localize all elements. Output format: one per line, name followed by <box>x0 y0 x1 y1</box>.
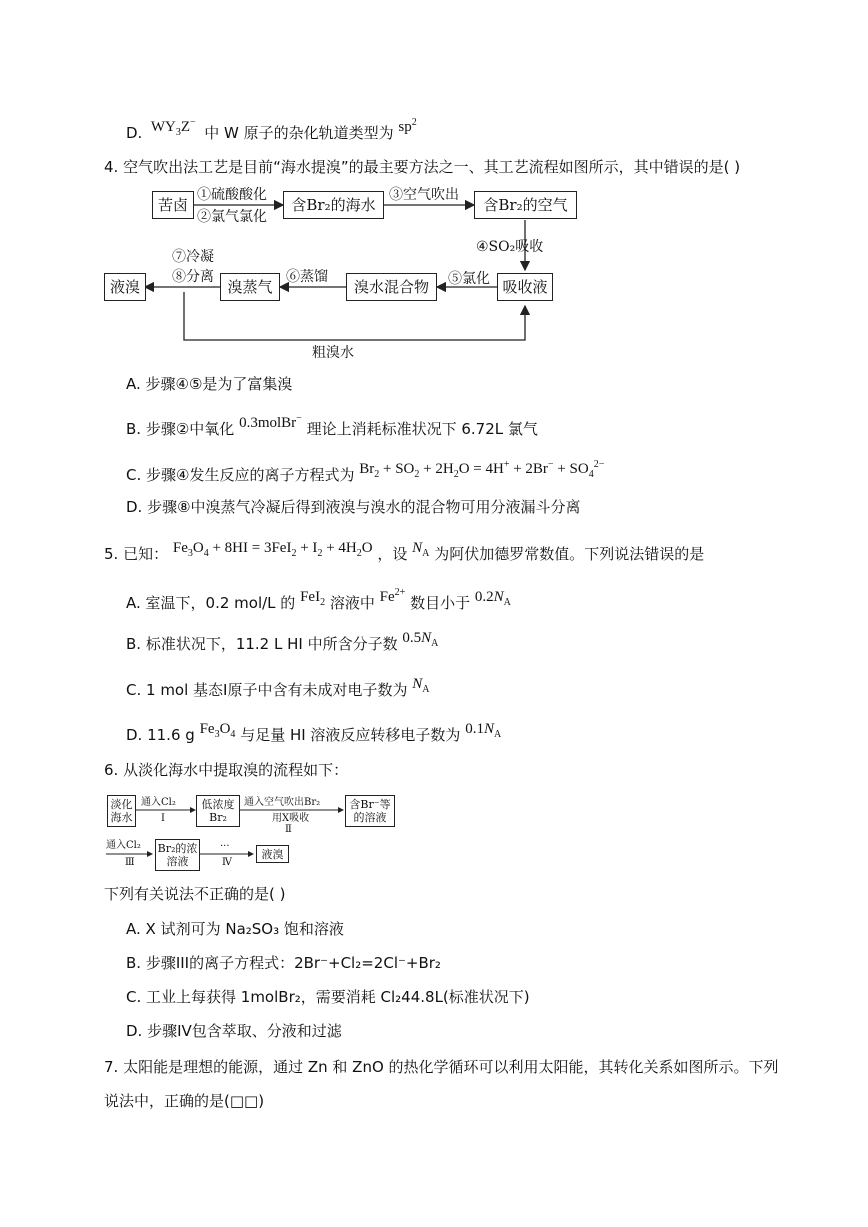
q4-option-a: A. 步骤④⑤是为了富集溴 <box>126 375 293 393</box>
q5-option-a <box>126 587 511 620</box>
stem-text: 5. 已知： <box>104 545 169 563</box>
flow-box-seawater: 含Br₂的海水 <box>283 191 384 219</box>
q6-box-desalinated-seawater: 淡化海水 <box>107 795 136 827</box>
formula-ionic-equation: $Br_2 + SO_2 + 2H_2O = 4H^+ + 2Br^- + SO_4^{2-}$ <box>359 459 605 480</box>
q6-arrow4-bottom: Ⅳ <box>222 857 232 868</box>
option-text: 中 W 原子的杂化轨道类型为 <box>204 124 394 142</box>
flow-step-3: ③空气吹出 <box>389 187 459 203</box>
formula-0-1na: $0.1N_A$ <box>465 721 502 740</box>
formula-na: $N_A$ <box>412 540 430 559</box>
q5-stem <box>104 540 705 571</box>
flow-step-4: ④SO₂吸收 <box>476 239 544 255</box>
formula-0-5na: $0.5N_A$ <box>402 630 439 649</box>
q5-option-d <box>126 721 502 752</box>
option-text: 理论上消耗标准状况下 6.72L 氯气 <box>306 420 538 438</box>
q5-option-c <box>126 676 430 707</box>
flow-box-absorb: 吸收液 <box>497 273 553 301</box>
option-text: 溶液中 <box>329 594 375 612</box>
flow-crude-bromine-water: 粗溴水 <box>312 345 354 361</box>
q6-option-c: C. 工业上每获得 1molBr₂，需要消耗 Cl₂44.8L(标准状况下) <box>126 988 530 1006</box>
formula-fe2plus: $Fe^{2+}$ <box>379 587 406 605</box>
q6-arrow2-roman: Ⅱ <box>285 824 292 835</box>
q6-option-b: B. 步骤III的离子方程式：2Br⁻+Cl₂=2Cl⁻+Br₂ <box>126 954 441 972</box>
stem-text: 为阿伏加德罗常数值。下列说法错误的是 <box>434 545 705 563</box>
flow-box-mix: 溴水混合物 <box>346 273 437 301</box>
flow-box-kulu: 苦卤 <box>152 191 194 219</box>
q6-box-low-br2: 低浓度Br₂ <box>196 795 240 827</box>
flow-box-air: 含Br₂的空气 <box>474 191 577 219</box>
option-text: D. 11.6 g <box>126 726 195 744</box>
flow-step-5: ⑤氯化 <box>448 271 490 287</box>
flow-step-2: ②氯气氯化 <box>197 209 267 225</box>
q6-arrow3-bottom: Ⅲ <box>125 857 135 868</box>
q6-option-d: D. 步骤IV包含萃取、分液和过滤 <box>126 1022 342 1040</box>
q5-option-b <box>126 630 439 661</box>
formula-na: $N_A$ <box>412 676 430 695</box>
option-text: 数目小于 <box>410 594 471 612</box>
flow-step-7: ⑦冷凝 <box>172 249 214 265</box>
flow-step-6: ⑥蒸馏 <box>286 269 328 285</box>
q4-stem: 4. 空气吹出法工艺是目前“海水提溴”的最主要方法之一、其工艺流程如图所示，其中错误的是( ) <box>104 158 741 176</box>
q6-question: 下列有关说法不正确的是( ) <box>104 885 286 903</box>
q6-arrow2-top: 通入空气吹出Br₂ <box>244 797 321 808</box>
flow-step-1: ①硫酸酸化 <box>197 187 267 203</box>
formula-0-2na: $0.2N_A$ <box>474 589 511 608</box>
option-text: C. 步骤④发生反应的离子方程式为 <box>126 466 355 484</box>
q6-arrow1-top: 通入Cl₂ <box>141 797 176 808</box>
q6-box-liquid-bromine: 液溴 <box>256 845 289 863</box>
q6-arrow3-top: 通入Cl₂ <box>106 840 141 851</box>
formula-fe3o4: $Fe_3O_4$ <box>199 721 236 740</box>
formula-fei2: FeI$_2$ <box>300 589 326 608</box>
option-text: C. 1 mol 基态I原子中含有未成对电子数为 <box>126 681 408 699</box>
q4-option-d: D. 步骤⑧中溴蒸气冷凝后得到液溴与溴水的混合物可用分液漏斗分离 <box>126 498 581 516</box>
formula-reaction: $Fe_3O_4 + 8HI = 3FeI_2 + I_2 + 4H_2O$ <box>172 540 373 559</box>
q6-arrow2-bottom: 用X吸收 <box>272 813 310 824</box>
stem-text: ，设 <box>377 545 408 563</box>
option-text: B. 标准状况下，11.2 L HI 中所含分子数 <box>126 635 398 653</box>
formula-sp2: $sp^2$ <box>398 117 417 135</box>
q4-option-c <box>126 459 605 492</box>
q4-option-b <box>126 413 538 440</box>
formula-br-amount: 0.3molBr− <box>239 413 302 431</box>
q6-option-a: A. X 试剂可为 Na₂SO₃ 饱和溶液 <box>126 920 344 938</box>
q7-stem-line2: 说法中，正确的是(□□) <box>104 1092 265 1110</box>
formula-wy3z: $WY_3Z^-$ <box>147 117 196 138</box>
q6-box-br2-concentrated: Br₂的浓溶液 <box>155 839 200 871</box>
flow-box-vapor: 溴蒸气 <box>220 273 280 301</box>
q6-stem: 6. 从淡化海水中提取溴的流程如下： <box>104 761 349 779</box>
option-label: D. <box>126 124 143 142</box>
q6-arrow1-bottom: Ⅰ <box>161 813 165 824</box>
q6-arrow4-top: ··· <box>220 841 230 852</box>
q7-stem-line1: 7. 太阳能是理想的能源，通过 Zn 和 ZnO 的热化学循环可以利用太阳能，其转化关系如图所示。下列 <box>104 1058 779 1076</box>
option-text: B. 步骤②中氧化 <box>126 420 235 438</box>
flow-step-8: ⑧分离 <box>172 269 214 285</box>
option-text: 与足量 HI 溶液反应转移电子数为 <box>240 726 461 744</box>
q6-box-br-solution: 含Br⁻等的溶液 <box>345 795 395 827</box>
flow-box-liquid-bromine: 液溴 <box>104 273 146 301</box>
option-text: A. 室温下，0.2 mol/L 的 <box>126 594 296 612</box>
